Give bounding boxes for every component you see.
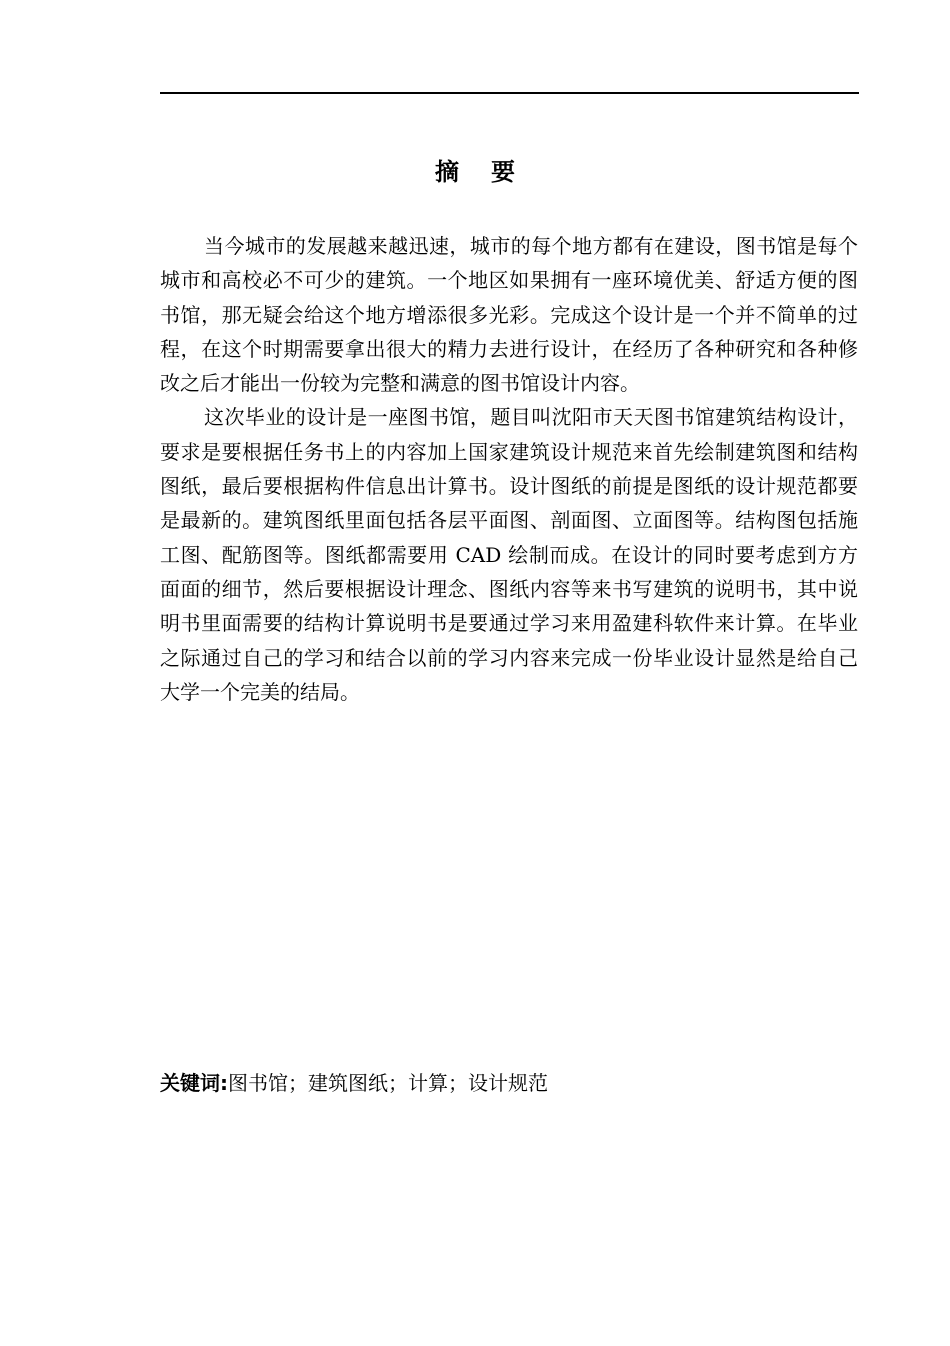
abstract-title: 摘要 xyxy=(435,158,547,186)
header-rule xyxy=(160,92,859,94)
abstract-body xyxy=(160,229,858,709)
keywords-text: 图书馆；建筑图纸；计算；设计规范 xyxy=(228,1071,548,1095)
keywords-label: 关键词: xyxy=(160,1071,228,1095)
abstract-paragraph-1: 当今城市的发展越来越迅速，城市的每个地方都有在建设，图书馆是每个城市和高校必不可少的建筑。一个地区如果拥有一座环境优美、舒适方便的图书馆，那无疑会给这个地方增添很多光彩。完成这个设计是一个并不简单的过程，在这个时期需要拿出很大的精力去进行设计，在经历了各种研究和各种修改之后才能出一份较为完整和满意的图书馆设计内容。 xyxy=(160,234,858,396)
keywords-line xyxy=(160,1066,548,1100)
abstract-paragraph-2: 这次毕业的设计是一座图书馆，题目叫沈阳市天天图书馆建筑结构设计，要求是要根据任务书上的内容加上国家建筑设计规范来首先绘制建筑图和结构图纸，最后要根据构件信息出计算书。设计图纸的前提是图纸的设计规范都要是最新的。建筑图纸里面包括各层平面图、剖面图、立面图等。结构图包括施工图、配筋图等。图纸都需要用 CAD 绘制而成。在设计的同时要考虑到方方面面的细节，然后要根据设计理念、图纸内容等来书写建筑的说明书，其中说明书里面需要的结构计算说明书是要通过学习来用盈建科软件来计算。在毕业之际通过自己的学习和结合以前的学习内容来完成一份毕业设计显然是给自己大学一个完美的结局。 xyxy=(160,405,858,704)
